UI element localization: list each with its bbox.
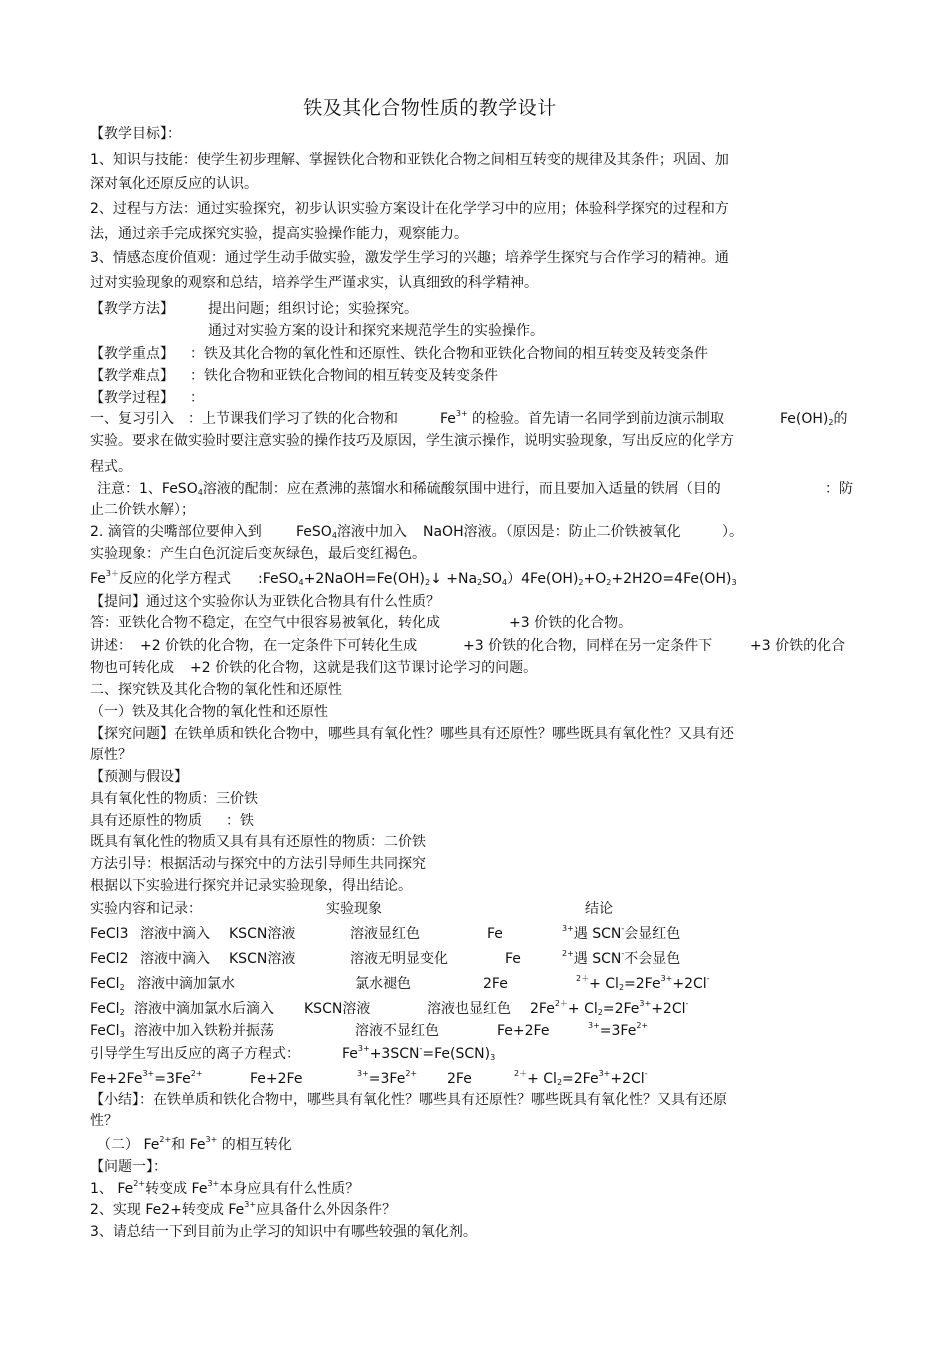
goal-2-line-2: 法，通过亲手完成探究实验，提高实验操作能力，观察能力。: [90, 226, 468, 242]
review-line-2: 实验。要求在做实验时要注意实验的操作技巧及原因，学生演示操作，说明实验现象，写出反应的化学方: [90, 433, 734, 449]
row1-reagent: FeCl3: [90, 926, 129, 942]
row5-reagent: FeCl$_3$: [90, 1023, 125, 1039]
lecture-text-1: +2 价铁的化合物，在一定条件下可转化生成: [140, 638, 418, 654]
row2-conclusion-2: $^{2+}$遇 SCN-不会显色: [562, 949, 681, 967]
row2-conclusion: Fe: [505, 951, 521, 967]
question-group-1-heading: 【问题一】：: [90, 1159, 167, 1175]
lecture-text-3: +3 价铁的化合: [750, 638, 846, 654]
review-heading: 一、复习引入: [90, 411, 174, 427]
method-text-2: 通过对实验方案的设计和探究来规范学生的实验操作。: [208, 323, 544, 339]
row1-conclusion-2: $^{3+}$遇 SCN-会显红色: [562, 924, 681, 942]
review-text-2: 的检验。首先请一名同学到前边演示制取: [472, 411, 724, 427]
method-label: 【教学方法】: [90, 301, 174, 317]
subsection-2-heading: （二） $Fe^{2+}$和 $Fe^{3+}$ 的相互转化: [97, 1135, 292, 1153]
lecture-text-2: +3 价铁的化合物，同样在另一定条件下: [463, 638, 713, 654]
note-1: 注意：1、FeSO$_4$溶液的配制：应在煮沸的蒸馏水和稀硫酸氛围中进行，而且要加入适量的铁屑（目的: [97, 481, 721, 497]
row3-reagent: FeCl$_2$: [90, 976, 125, 992]
row2-kscn: KSCN溶液: [229, 951, 296, 967]
row3-action: 溶液中滴加氯水: [137, 976, 235, 992]
row3-phenomenon: 氯水褪色: [355, 976, 411, 992]
focus-label: 【教学重点】: [90, 346, 174, 362]
table-header-content: 实验内容和记录：: [90, 901, 202, 917]
row4-action: 溶液中滴加氯水后滴入: [134, 1001, 274, 1017]
row4-conclusion: $2Fe^{2+}+ Cl_2=2Fe^{3+}+2Cl^-$: [530, 999, 689, 1017]
explore-line-1: 【探究问题】在铁单质和铁化合物中，哪些具有氧化性？哪些具有还原性？哪些既具有氧化性？又具有还: [90, 726, 734, 742]
focus-text: ：铁及其化合物的氧化性和还原性、铁化合物和亚铁化合物间的相互转变及转变条件: [190, 346, 708, 362]
according-text: 根据以下实验进行探究并记录实验现象，得出结论。: [90, 878, 412, 894]
goal-3-line-1: 3、情感态度价值观：通过学生动手做实验，激发学生学习的兴趣；培养学生探究与合作学习的精神。通: [90, 250, 729, 266]
row1-kscn: KSCN溶液: [229, 926, 296, 942]
row4-reagent: FeCl$_2$: [90, 1001, 125, 1017]
process-label: 【教学过程】: [90, 390, 174, 406]
question-1: 【提问】通过这个实验你认为亚铁化合物具有什么性质？: [90, 594, 440, 610]
row4-phenomenon: 溶液也显红色: [427, 1001, 511, 1017]
ionic-intro: 引导学生写出反应的离子方程式：: [90, 1046, 300, 1062]
row5-action: 溶液中加入铁粉并振荡: [134, 1023, 274, 1039]
oxidizer-text: 具有氧化性的物质：三价铁: [90, 791, 258, 807]
process-text: ：: [190, 390, 204, 406]
note-2-end: ）。: [722, 524, 743, 540]
goal-3-line-2: 过对实验现象的观察和总结，培养学生严谨求实，认真细致的科学精神。: [90, 275, 538, 291]
question-1-text: 1、 $Fe^{2+}$转变成 $Fe^{3+}$本身应具有什么性质？: [90, 1179, 360, 1197]
note-2-naoh: NaOH溶液。（原因是：防止二价铁被氧化: [423, 524, 681, 540]
both-text: 既具有氧化性的物质又具有具有还原性的物质：二价铁: [90, 834, 426, 850]
ionic-eq-2b: $^{3+}=3Fe^{2+}$: [357, 1069, 418, 1087]
row1-phenomenon: 溶液显红色: [350, 926, 420, 942]
difficulty-text: ：铁化合物和亚铁化合物间的相互转变及转变条件: [190, 368, 498, 384]
subsection-1-heading: （一）铁及其化合物的氧化性和还原性: [90, 704, 328, 720]
row2-action: 溶液中滴入: [140, 951, 210, 967]
lecture-line-2b: +2 价铁的化合物，这就是我们这节课讨论学习的问题。: [190, 660, 538, 676]
page-title: 铁及其化合物性质的教学设计: [303, 97, 557, 119]
goal-2-line-1: 2、过程与方法：通过实验探究，初步认识实验方案设计在化学学习中的应用；体验科学探究的过程和方: [90, 201, 729, 217]
summary-line-2: 性？: [90, 1113, 118, 1129]
equation-formula: $:FeSO_4+2NaOH=Fe(OH)_2↓ +Na_2SO_4)4Fe(OH)_2+O_2+2H2O=4Fe(OH)_3$: [258, 571, 737, 587]
reducer-label: 具有还原性的物质: [90, 813, 202, 829]
row5-conclusion: Fe+2Fe: [497, 1023, 550, 1039]
row5-conclusion-2: $^{3+}=3Fe^{2+}$: [588, 1021, 649, 1039]
guide-text: 方法引导：根据活动与探究中的方法引导师生共同探究: [90, 856, 426, 872]
review-fe: $Fe^{3+}$: [440, 409, 468, 427]
method-text-1: 提出问题；组织讨论；实验探究。: [208, 301, 418, 317]
ionic-eq-3a: 2Fe: [447, 1071, 472, 1087]
question-2-text: 2、实现 Fe2+转变成 $Fe^{3+}$应具备什么外因条件？: [90, 1200, 397, 1218]
row5-phenomenon: 溶液不显红色: [355, 1023, 439, 1039]
row2-reagent: FeCl2: [90, 951, 129, 967]
answer-1: 答：亚铁化合物不稳定，在空气中很容易被氧化，转化成: [90, 615, 440, 631]
phenomenon: 实验现象：产生白色沉淀后变灰绿色，最后变红褐色。: [90, 546, 426, 562]
ionic-eq-2a: Fe+2Fe: [250, 1071, 303, 1087]
ionic-eq-3b: $^{2+}+ Cl_2=2Fe^{3+}+2Cl^-$: [514, 1069, 648, 1087]
row3-conclusion: 2Fe: [483, 976, 508, 992]
answer-1-end: +3 价铁的化合物。: [509, 615, 633, 631]
ionic-eq-1: $Fe+2Fe^{3+}=3Fe^{2+}$: [90, 1069, 203, 1087]
row2-phenomenon: 溶液无明显变化: [350, 951, 448, 967]
explore-line-2: 原性？: [90, 747, 132, 763]
difficulty-label: 【教学难点】: [90, 368, 174, 384]
equation-line: $Fe^{3+}$反应的化学方程式: [90, 569, 231, 587]
note-2-feso4: FeSO$_4$溶液中加入: [296, 524, 407, 540]
question-3-text: 3、请总结一下到目前为止学习的知识中有哪些较强的氧化剂。: [90, 1224, 477, 1240]
goal-1-line-2: 深对氧化还原反应的认识。: [90, 176, 258, 192]
summary-line-1: 【小结】：在铁单质和铁化合物中，哪些具有氧化性？哪些具有还原性？哪些既具有氧化性？又具有还原: [90, 1092, 727, 1108]
note-1-line-2: 止二价铁水解）；: [90, 502, 195, 518]
lecture-label: 讲述：: [90, 638, 132, 654]
goals-heading: 【教学目标】：: [90, 126, 181, 142]
reducer-value: ：铁: [226, 813, 254, 829]
review-text-1: ：上节课我们学习了铁的化合物和: [188, 411, 398, 427]
row4-kscn: KSCN溶液: [304, 1001, 371, 1017]
ionic-equation: $Fe^{3+}+3SCN^-=Fe(SCN)_3$: [342, 1044, 496, 1062]
row3-conclusion-2: $^{2+}+ Cl_2=2Fe^{3+}+2Cl^-$: [576, 974, 710, 992]
row1-action: 溶液中滴入: [140, 926, 210, 942]
note-1-end: ：防: [825, 481, 853, 497]
review-feoh: $Fe(OH)_2$的: [780, 411, 848, 427]
lecture-line-2a: 物也可转化成: [90, 660, 174, 676]
note-2: 2. 滴管的尖嘴部位要伸入到: [90, 524, 262, 540]
row1-conclusion: Fe: [487, 926, 503, 942]
review-line-3: 程式。: [90, 459, 132, 475]
table-header-conclusion: 结论: [585, 901, 613, 917]
hypothesis-heading: 【预测与假设】: [90, 769, 188, 785]
table-header-phenomenon: 实验现象: [326, 901, 382, 917]
goal-1-line-1: 1、知识与技能：使学生初步理解、掌握铁化合物和亚铁化合物之间相互转变的规律及其条件；巩固、加: [90, 152, 729, 168]
section-2-heading: 二、探究铁及其化合物的氧化性和还原性: [90, 682, 342, 698]
